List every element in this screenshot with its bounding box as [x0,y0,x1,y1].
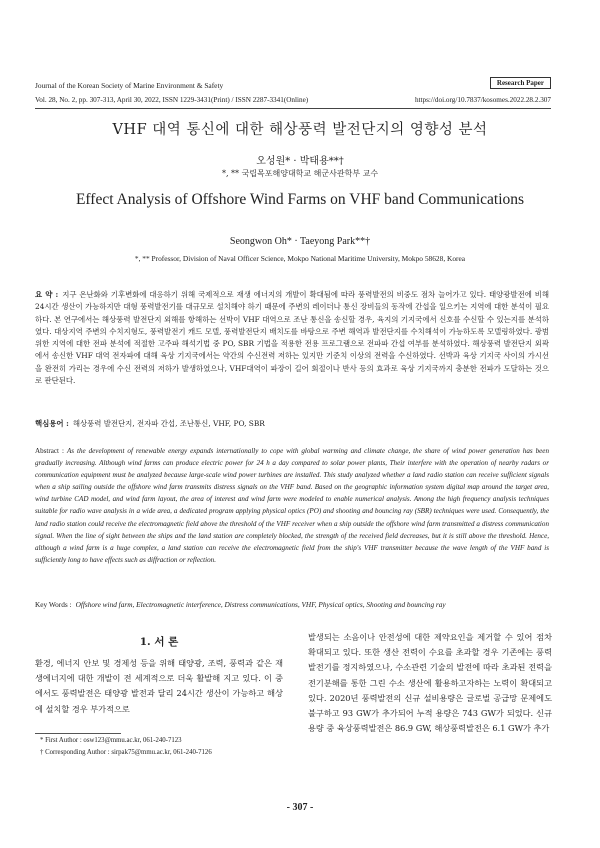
korean-abstract-text: 지구 온난화와 기후변화에 대응하기 위해 국제적으로 재생 에너지의 개발이 확대됨에 따라 풍력발전의 비중도 점차 늘어가고 있다. 태양광발전에 비해 24시간 생산이 가능하지만 대형 풍력발전기를 대규모로 설치해야 하기 때문에 주변의 레이더나 통신 장비들의 동작에 간섭을 일으키는 지역에 대한 분석이 필요하다. 본 연구에서는 해상풍력 발전단지 외해를 항해하는 선박이 VHF 대역으로 조난 통신을 송신할 경우, 육지의 기지국에서 신호를 수신할 수 있는지를 분석하였다. 대상지역 주변의 수치지형도, 풍력발전기 캐드 모델, 풍력발전단지 배치도를 바탕으로 주변 해역과 발전단지를 수치해석이 가능하도록 모델링하였다. 광범위한 지역에 대한 전파 분석에 적절한 고주파 해석기법 중 PO, SBR 기법을 적용한 전용 프로그램으로 전파파 간섭 여부를 분석하였다. 해상풍력 발전단지 외곽에서 송신한 VHF 대역 전자파에 대해 육상 기지국에서는 약간의 수신전력 저하는 있지만 기준치 이상의 전력을 수신하였다. 선박과 육상 기지국 사이의 가시선을 완전히 가리는 경우에 수신 전력의 저하가 발생하였으나, VHF대역이 파장이 길어 회절이나 반사 등의 효과로 육상 기지국까지 충분한 전파가 도달하는 것으로 판단된다. [35,290,550,386]
volume-info: Vol. 28, No. 2, pp. 307-313, April 30, 2022, ISSN 1229-3431(Print) / ISSN 2287-3341(Online) [35,96,309,104]
intro-right-column: 발생되는 소음이나 안전성에 대한 제약요인을 제거할 수 있어 점차 확대되고 있다. 또한 생산 전력이 수요를 초과할 경우 기존에는 풍력발전기를 정지하였으나, 수소관련 기술의 발전에 따라 초과된 전력을 전기분해를 통한 그린 수소 생산에 활용하고자하는 노력이 확대되고 있다. 2020년 풍력발전의 신규 설비용량은 글로벌 공급망 문제에도 불구하고 93 GW가 추가되어 누적 용량은 743 GW가 되었다. 신규 용량 중 육상풍력발전은 86.9 GW, 해상풍력발전은 6.1 GW가 추가 [308,632,552,734]
footnote-rule [35,733,121,734]
corresponding-author-footnote: † Corresponding Author : sirpak75@mmu.ac.kr, 061-240-7126 [40,749,212,756]
english-abstract-label: Abstract : [35,447,64,455]
english-authors: Seongwon Oh* · Taeyong Park**† [229,236,371,247]
english-title: Effect Analysis of Offshore Wind Farms on VHF band Communications [75,191,525,208]
page-number: - 307 - [286,802,314,813]
research-paper-badge: Research Paper [490,77,551,89]
korean-keywords-label: 핵심용어 : [35,419,69,428]
english-abstract [35,445,549,566]
korean-abstract-label: 요 약 : [35,290,59,299]
doi-link[interactable]: https://doi.org/10.7837/kosomes.2022.28.2.307 [414,96,551,104]
korean-authors: 오성원* · 박태용**† [256,156,344,167]
english-keywords-text: Offshore wind farm, Electromagnetic interference, Distress communications, VHF, Physical optics, Shooting and bouncing ray [75,600,446,609]
journal-name: Journal of the Korean Society of Marine Environment & Safety [35,81,224,90]
english-abstract-text: As the development of renewable energy expands internationally to cope with global warming and climate change, the share of wind power generation has been gradually increasing. Although wind farms can produce electric power for 24 h a day compared to solar power plants, Their interfere with the operation of nearby radars or communication equipment must be analyzed because large-scale wind power turbines are installed. This study analyzed whether a land radio station can receive sufficient signals when a ship sailing outside the offshore wind farm transmits distress signals on the VHF band. Based on the geographic information system digital map around the target area, wind turbine CAD model, and wind farm layout, the area of interest and wind farm were modeled to enable numerical analysis. Among the high frequency analysis techniques suitable for radio wave analysis in a wide area, a dedicated program applying physical optics (PO) and shooting and bouncing ray (SBR) techniques were used. Consequently, the land radio station could receive the electromagnetic field above the threshold of the VHF receiver when a ship outside the offshore wind farm transmitted a distress communication signal. When the line of sight between the ships and the land station are completely blocked, the strength of the received field decreases, but it is still above the threshold. Hence, although a wind farm is a huge complex, a land station can receive the electromagnetic field from the ship's VHF transmitter because the wave length of the VHF band is sufficiently long to have effects such as diffraction or reflection. [35,447,549,564]
english-keywords [35,600,549,609]
english-keywords-label: Key Words : [35,600,72,609]
intro-left-column: 환경, 에너지 안보 및 경제성 등을 위해 태양광, 조력, 풍력과 같은 재생에너지에 대한 개발이 전 세계적으로 더욱 활발해 지고 있다. 이 중에서도 풍력발전은 태양광 발전과 달리 24시간 생산이 가능하고 해상에 설치할 경우 부가적으로 [35,658,283,714]
section-heading-introduction: 1. 서 론 [139,636,179,648]
korean-keywords [35,418,549,429]
english-affiliation: *, ** Professor, Division of Naval Officer Science, Mokpo National Maritime University, Mokpo 58628, Korea [134,254,466,263]
korean-affiliation: *, ** 국립목포해양대학교 해군사관학부 교수 [221,169,379,178]
korean-abstract [35,289,549,387]
korean-title: VHF 대역 통신에 대한 해상풍력 발전단지의 영향성 분석 [112,122,488,138]
korean-keywords-text: 해상풍력 발전단지, 전자파 간섭, 조난통신, VHF, PO, SBR [72,419,265,428]
header-rule [35,108,551,109]
first-author-footnote: * First Author : osw123@mmu.ac.kr, 061-240-7123 [40,737,182,744]
